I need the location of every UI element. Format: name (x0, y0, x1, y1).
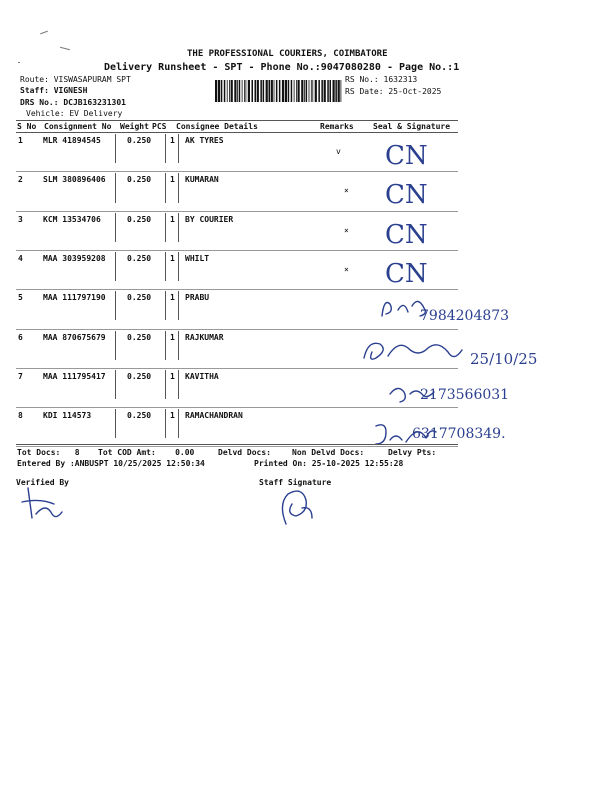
cell-weight: 0.250 (127, 293, 152, 303)
cell-consignment-no: KDI 114573 (43, 411, 92, 421)
col-header-seal-signature: Seal & Signature (373, 122, 451, 131)
staff-label: Staff: VIGNESH (20, 86, 88, 95)
cell-weight: 0.250 (127, 332, 152, 342)
barcode-bar (279, 80, 281, 102)
barcode-bar (248, 80, 250, 102)
column-separator (115, 370, 116, 399)
barcode (215, 80, 343, 102)
cell-consignment-no: SLM 380896406 (43, 175, 106, 185)
barcode-bar (333, 80, 335, 102)
delivery-points: Delvy Pts: (388, 448, 437, 457)
cell-sno: 8 (18, 411, 23, 421)
cell-sno: 1 (18, 136, 23, 145)
seal-signature-handwriting: CN (385, 141, 428, 171)
barcode-bar (315, 80, 317, 102)
barcode-bar (282, 80, 284, 102)
signature-scribble (358, 334, 468, 366)
column-separator (115, 252, 116, 281)
scan-mark (60, 47, 70, 51)
footer-divider (16, 444, 458, 445)
column-separator (178, 213, 179, 242)
entered-by: Entered By :ANBUSPT 10/25/2025 12:50:34 (17, 459, 205, 468)
runsheet-subtitle: Delivery Runsheet - SPT - Phone No.:9047080280 - Page No.:1 (104, 62, 460, 73)
column-separator (115, 173, 116, 202)
cell-sno: 7 (18, 371, 23, 381)
printed-on: Printed On: 25-10-2025 12:55:28 (254, 459, 404, 468)
scan-mark (18, 62, 20, 63)
cell-pcs: 1 (170, 136, 175, 145)
column-separator (178, 173, 179, 202)
seal-signature-handwriting: CN (385, 258, 428, 289)
barcode-bar (291, 80, 293, 102)
col-header-consignee: Consignee Details (176, 122, 258, 131)
barcode-bar (298, 80, 300, 102)
barcode-bar (255, 80, 257, 102)
barcode-bar (321, 80, 323, 102)
column-separator (178, 409, 179, 438)
barcode-bar (311, 80, 312, 102)
column-separator (178, 331, 179, 360)
row-divider (16, 329, 458, 330)
barcode-bar (294, 80, 295, 102)
row-divider (16, 171, 458, 172)
column-separator (165, 134, 166, 163)
cell-consignment-no: KCM 13534706 (43, 214, 101, 224)
barcode-bar (224, 80, 226, 102)
cell-sno: 5 (18, 293, 23, 303)
column-separator (165, 252, 166, 281)
verified-by-signature (18, 484, 68, 524)
barcode-bar (296, 80, 297, 102)
drs-label: DRS No.: DCJB163231301 (20, 98, 126, 107)
rs-date: RS Date: 25-Oct-2025 (345, 87, 442, 96)
cell-weight: 0.250 (127, 371, 152, 381)
barcode-bar (276, 80, 278, 102)
route-label: Route: VISWASAPURAM SPT (20, 75, 131, 84)
column-separator (165, 370, 166, 399)
seal-signature-handwriting: 7984204873 (420, 308, 510, 325)
barcode-bar (227, 80, 228, 102)
barcode-bar (306, 80, 308, 102)
cell-sno: 4 (18, 253, 23, 263)
barcode-bar (335, 80, 337, 102)
cell-consignee: RAMACHANDRAN (185, 411, 243, 421)
col-header-pcs: PCS (152, 122, 167, 131)
barcode-bar (244, 80, 245, 102)
barcode-bar (260, 80, 262, 102)
cell-pcs: 1 (170, 411, 175, 421)
cell-consignee: KUMARAN (185, 175, 219, 185)
column-separator (115, 213, 116, 242)
vehicle-label: Vehicle: EV Delivery (26, 109, 123, 118)
company-title: THE PROFESSIONAL COURIERS, COIMBATORE (187, 49, 388, 59)
delivered-docs: Delvd Docs: (218, 448, 271, 457)
barcode-bar (237, 80, 238, 102)
barcode-bar (239, 80, 241, 102)
cell-pcs: 1 (170, 253, 175, 263)
barcode-bar (341, 80, 342, 102)
column-separator (165, 409, 166, 438)
cell-weight: 0.250 (127, 136, 152, 145)
barcode-bar (242, 80, 243, 102)
cell-consignment-no: MAA 111797190 (43, 293, 106, 303)
cell-weight: 0.250 (127, 411, 152, 421)
barcode-bar (229, 80, 230, 102)
staff-signature-label: Staff Signature (259, 478, 332, 487)
barcode-bar (324, 80, 326, 102)
cell-consignee: PRABU (185, 293, 210, 303)
barcode-bar (215, 80, 217, 102)
row-divider (16, 368, 458, 369)
remark-mark: v (336, 147, 341, 156)
remark-mark: × (344, 186, 349, 196)
barcode-bar (304, 80, 305, 102)
cell-sno: 6 (18, 332, 23, 342)
column-separator (178, 370, 179, 399)
cell-sno: 3 (18, 214, 23, 224)
column-separator (115, 409, 116, 438)
column-separator (178, 252, 179, 281)
barcode-bar (263, 80, 265, 102)
barcode-bar (221, 80, 223, 102)
barcode-bar (269, 80, 271, 102)
barcode-bar (257, 80, 259, 102)
non-delivered-docs: Non Delvd Docs: (292, 448, 365, 457)
column-separator (178, 291, 179, 320)
cell-pcs: 1 (170, 293, 175, 303)
column-separator (165, 291, 166, 320)
barcode-bar (266, 80, 268, 102)
cell-consignment-no: MAA 303959208 (43, 253, 106, 263)
col-header-sno: S No (17, 122, 37, 131)
seal-signature-handwriting: CN (385, 180, 428, 211)
column-separator (115, 331, 116, 360)
barcode-bar (234, 80, 236, 102)
cell-consignee: AK TYRES (185, 136, 224, 145)
column-separator (165, 173, 166, 202)
barcode-bar (274, 80, 275, 102)
cell-pcs: 1 (170, 371, 175, 381)
cell-consignment-no: MAA 870675679 (43, 332, 106, 342)
barcode-bar (285, 80, 287, 102)
barcode-bar (330, 80, 332, 102)
row-divider (16, 211, 458, 212)
seal-signature-handwriting: 6317708349. (412, 426, 506, 443)
staff-signature-mark (272, 484, 322, 530)
scan-mark (40, 31, 48, 35)
rs-number: RS No.: 1632313 (345, 75, 418, 84)
remark-mark: × (344, 264, 349, 274)
cell-consignee: RAJKUMAR (185, 332, 224, 342)
cell-weight: 0.250 (127, 253, 152, 263)
cell-weight: 0.250 (127, 175, 152, 185)
cell-consignee: BY COURIER (185, 214, 234, 224)
barcode-bar (218, 80, 220, 102)
seal-signature-handwriting: 2173566031 (420, 386, 510, 403)
table-top-border (16, 120, 458, 121)
barcode-bar (309, 80, 310, 102)
col-header-remarks: Remarks (320, 122, 354, 131)
cell-pcs: 1 (170, 214, 175, 224)
barcode-bar (231, 80, 233, 102)
barcode-bar (252, 80, 254, 102)
col-header-consignment: Consignment No (44, 122, 112, 131)
cell-pcs: 1 (170, 332, 175, 342)
total-docs: Tot Docs: 8 (17, 448, 80, 457)
total-cod-amount: Tot COD Amt: 0.00 (98, 448, 195, 457)
barcode-bar (246, 80, 247, 102)
cell-pcs: 1 (170, 175, 175, 185)
column-separator (115, 134, 116, 163)
column-separator (178, 134, 179, 163)
barcode-bar (301, 80, 303, 102)
barcode-bar (312, 80, 313, 102)
column-separator (165, 331, 166, 360)
signature-scribble (370, 418, 480, 450)
remark-mark: × (344, 225, 349, 235)
cell-sno: 2 (18, 175, 23, 185)
cell-consignee: KAVITHA (185, 371, 219, 381)
signature-scribble (378, 290, 488, 322)
barcode-bar (288, 80, 290, 102)
cell-consignee: WHILT (185, 253, 210, 263)
barcode-bar (338, 80, 340, 102)
seal-signature-handwriting: 25/10/25 (470, 349, 538, 368)
cell-consignment-no: MLR 41894545 (43, 136, 101, 145)
signature-scribble (386, 380, 496, 412)
barcode-bar (318, 80, 320, 102)
col-header-weight: Weight (120, 122, 149, 131)
cell-weight: 0.250 (127, 214, 152, 224)
barcode-bar (271, 80, 273, 102)
column-separator (115, 291, 116, 320)
seal-signature-handwriting: CN (385, 219, 428, 250)
cell-consignment-no: MAA 111795417 (43, 371, 106, 381)
barcode-bar (327, 80, 329, 102)
table-header-divider (16, 132, 458, 133)
verified-by-label: Verified By (16, 478, 69, 487)
column-separator (165, 213, 166, 242)
row-divider (16, 250, 458, 251)
